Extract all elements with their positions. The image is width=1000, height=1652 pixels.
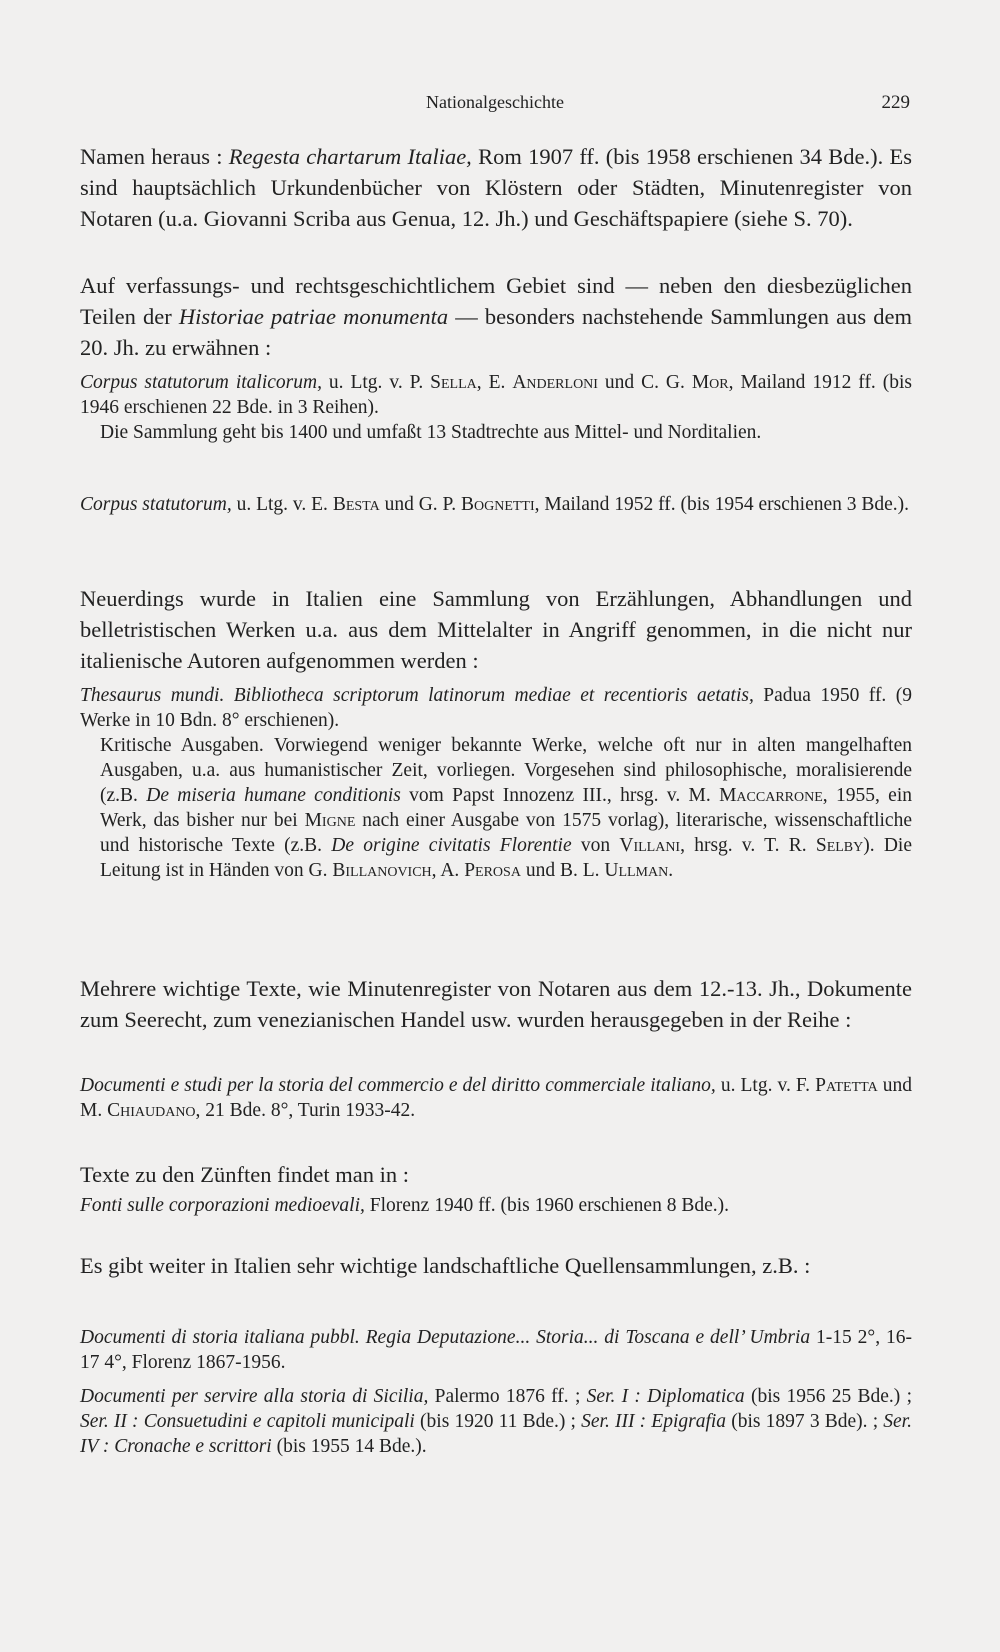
text-span: vom Papst Innozenz III., hrsg. v. M. (400, 785, 720, 806)
text-span: , Mailand 1912 ff. (bis 1946 erschienen 22 Bde. in 3 Reihen). (80, 372, 913, 418)
running-head-title: Nationalgeschichte (426, 92, 564, 112)
text-span: und M. (80, 1075, 912, 1121)
text-span: , 1955, ein Werk, das bisher nur bei (100, 785, 913, 831)
title-historiae: Historiae patriae monumenta (178, 304, 449, 329)
author-name: Sella (430, 372, 477, 393)
entry-documenti-e-studi (80, 1073, 912, 1123)
text-span: Palermo 1876 ff. ; (428, 1386, 587, 1407)
entry-note (80, 733, 912, 883)
text-span: (bis 1920 11 Bde.) ; (414, 1411, 582, 1432)
text-span: 1-15 2°, 16-17 4°, Florenz 1867-1956. (80, 1327, 912, 1373)
author-name: Chiaudano (107, 1100, 196, 1121)
text-span: Namen heraus : (80, 144, 229, 169)
author-name: Besta (332, 494, 380, 515)
text-span: (bis 1897 3 Bde). ; (726, 1411, 884, 1432)
entry-title: Documenti di storia italiana pubbl. Regia Deputazione... Storia... di Toscana e dell’ Umbria (80, 1327, 811, 1348)
series-title: Ser. I : Diplomatica (586, 1386, 745, 1407)
entry-title: Documenti per servire alla storia di Sicilia, (80, 1386, 429, 1407)
series-title: Ser. IV : Cronache e scrittori (80, 1411, 912, 1457)
author-name: Anderloni (512, 372, 598, 393)
entry-title: Fonti sulle corporazioni medioevali, (80, 1195, 365, 1216)
text-span: . (668, 860, 674, 881)
paragraph-legal-history (80, 270, 912, 363)
running-head (80, 86, 910, 116)
text-span: , 21 Bde. 8°, Turin 1933-42. (195, 1100, 416, 1121)
entry-documenti-storia-italiana (80, 1325, 912, 1375)
paragraph-mehrere: Mehrere wichtige Texte, wie Minutenregister von Notaren aus dem 12.-13. Jh., Dokumente zum Seerecht, zum venezianischen Handel usw. wurden herausgegeben in der Reihe : (80, 976, 912, 1032)
entry-corpus-statutorum-italicorum (80, 370, 912, 445)
entry-thesaurus-mundi (80, 683, 912, 883)
text-span: u. Ltg. v. P. (321, 372, 431, 393)
text-span: u. Ltg. v. E. (231, 494, 333, 515)
text-span: , hrsg. v. T. R. (680, 835, 816, 856)
title-regesta: Regesta chartarum Italiae, (228, 144, 472, 169)
author-name: Maccarrone (719, 785, 823, 806)
author-name: Migne (304, 810, 356, 831)
author-name: Patetta (815, 1075, 878, 1096)
text-span: Padua 1950 ff. (9 Werke in 10 Bdn. 8° erschienen). (80, 685, 912, 731)
series-title: Ser. III : Epigrafia (581, 1411, 727, 1432)
text-span: Kritische Ausgaben. Vorwiegend weniger bekannte Werke, welche oft nur in alten mangelhaften Ausgaben, u.a. aus humanistischer Zeit, vorliegen. Vorgesehen sind philosophische, moralisierende (z.B. (100, 735, 912, 806)
entry-title: Documenti e studi per la storia del commercio e del diritto commerciale italiano, (80, 1075, 716, 1096)
text-span: Auf verfassungs- und rechtsgeschichtlichem Gebiet sind — neben den diesbezüglichen Teilen der (80, 273, 912, 329)
entry-title: Corpus statutorum italicorum, (80, 372, 322, 393)
entry-documenti-sicilia (80, 1384, 912, 1459)
text-span: und G. P. (379, 494, 461, 515)
paragraph-neuerdings: Neuerdings wurde in Italien eine Sammlung von Erzählungen, Abhandlungen und belletristischen Werken u.a. aus dem Mittelalter in Angriff genommen, in die nicht nur italienische Autoren aufgenommen werden : (80, 586, 912, 673)
text-span: Florenz 1940 ff. (bis 1960 erschienen 8 Bde.). (364, 1195, 729, 1216)
text-span: von (571, 835, 620, 856)
author-name: Billanovich (332, 860, 432, 881)
paragraph-zuenfte: Texte zu den Zünften findet man in : (80, 1162, 409, 1187)
paragraph-regesta (80, 141, 912, 234)
text-span: Rom 1907 ff. (bis 1958 erschienen 34 Bde.). Es sind hauptsächlich Urkundenbücher von Klöstern oder Städten, Minutenregister von Notaren (u.a. Giovanni Scriba aus Genua, 12. Jh.) und Geschäftspapiere (siehe S. 70). (80, 144, 912, 231)
work-title: De miseria humane conditionis (146, 785, 401, 806)
text-span: ). Die Leitung ist in Händen von G. (100, 835, 913, 881)
entry-title: Corpus statutorum, (80, 494, 232, 515)
text-span: , Mailand 1952 ff. (bis 1954 erschienen 3 Bde.). (534, 494, 910, 515)
entry-fonti-corporazioni (80, 1193, 912, 1218)
series-title: Ser. II : Consuetudini e capitoli municipali (80, 1411, 415, 1432)
text-span: (bis 1955 14 Bde.). (271, 1436, 427, 1457)
text-span: und C. G. (597, 372, 692, 393)
paragraph-landschaftliche: Es gibt weiter in Italien sehr wichtige landschaftliche Quellensammlungen, z.B. : (80, 1253, 811, 1278)
entry-title: Thesaurus mundi. Bibliotheca scriptorum latinorum mediae et recentioris aetatis, (80, 685, 754, 706)
work-title: De origine civitatis Florentie (331, 835, 572, 856)
text-span: (bis 1956 25 Bde.) ; (744, 1386, 912, 1407)
text-span: , A. (431, 860, 465, 881)
entry-corpus-statutorum (80, 492, 912, 517)
page-number: 229 (881, 92, 910, 113)
text-span: und B. L. (520, 860, 605, 881)
author-name: Perosa (464, 860, 521, 881)
entry-note: Die Sammlung geht bis 1400 und umfaßt 13 Stadtrechte aus Mittel- und Norditalien. (100, 422, 762, 443)
author-name: Ullman (604, 860, 669, 881)
author-name: Villani (619, 835, 681, 856)
text-span: nach einer Ausgabe von 1575 vorlag), literarische, wissenschaftliche und historische Texte (z.B. (100, 810, 912, 856)
text-span: u. Ltg. v. F. (715, 1075, 816, 1096)
text-span: , E. (476, 372, 513, 393)
author-name: Selby (815, 835, 864, 856)
author-name: Mor (691, 372, 729, 393)
text-span: — besonders nachstehende Sammlungen aus dem 20. Jh. zu erwähnen : (80, 304, 912, 360)
author-name: Bognetti (460, 494, 535, 515)
